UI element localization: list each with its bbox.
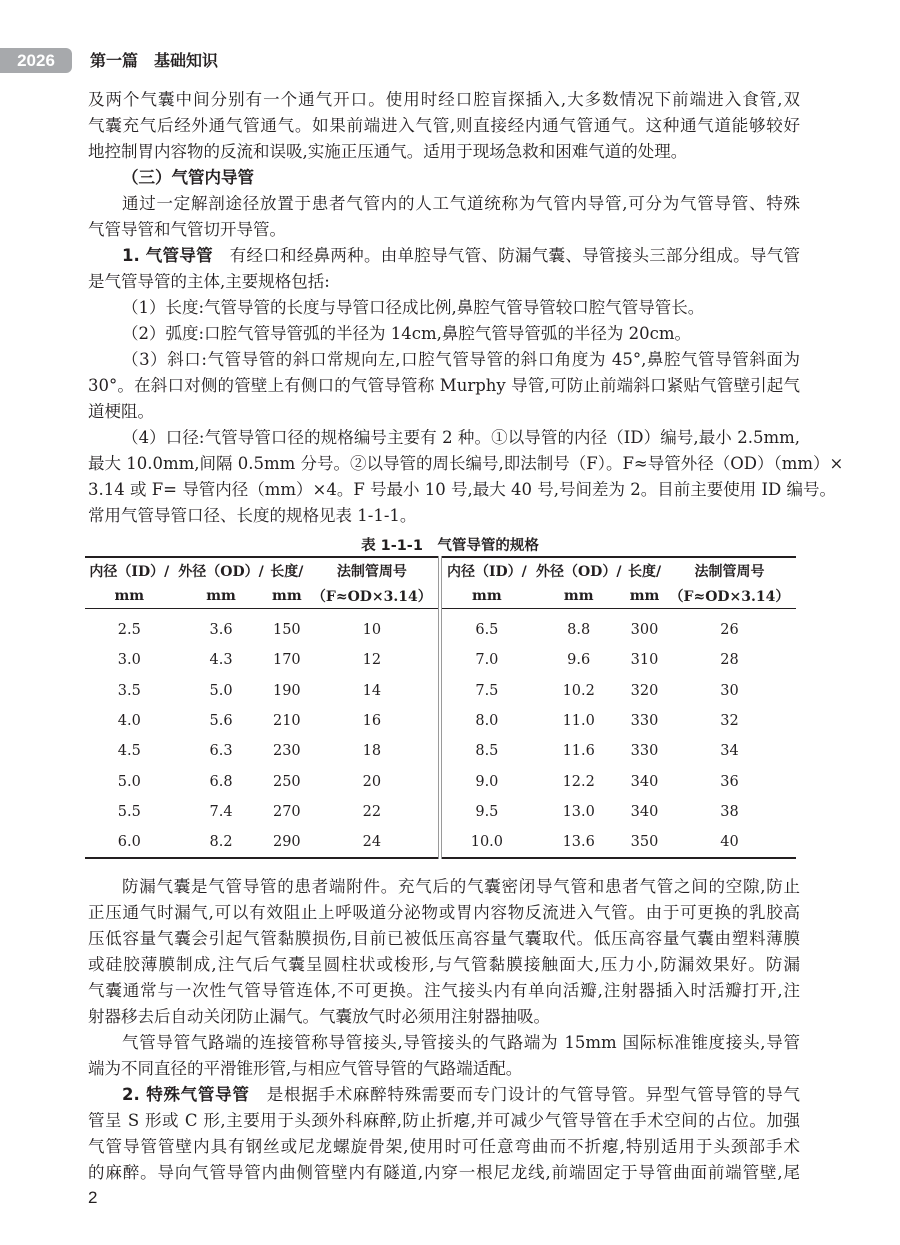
line-text: 的麻醉。导向气管导管内曲侧管壁内有隧道,内穿一根尼龙线,前端固定于导管曲面前端管壁,尾 <box>88 1163 800 1182</box>
text-line <box>88 243 800 269</box>
line-text: 有经口和经鼻两种。由单腔导气管、防漏气囊、导管接头三部分组成。导气管 <box>229 246 800 265</box>
line-text: 气囊通常与一次性气管导管连体,不可更换。注气接头内有单向活瓣,注射器插入时活瓣打开,注 <box>88 981 800 1000</box>
table-cell: 4.5 <box>117 743 141 760</box>
line-text: （3）斜口:气管导管的斜口常规向左,口腔气管导管的斜口角度为 45°,鼻腔气管导管斜面为 <box>122 350 800 369</box>
paragraph <box>88 191 800 243</box>
line-text: 3.14 或 F= 导管内径（mm）×4。F 号最小 10 号,最大 40 号,号间差为 2。目前主要使用 ID 编号。 <box>88 480 836 499</box>
table-cell: 150 <box>272 622 301 639</box>
table-row <box>85 645 796 675</box>
table-cell: 9.0 <box>475 773 499 790</box>
table-header-units-row <box>85 583 796 609</box>
table-cell: 26 <box>720 622 739 639</box>
text-line <box>88 952 800 978</box>
table-cell: 5.0 <box>117 773 141 790</box>
table-cell: 300 <box>630 622 659 639</box>
table-header-cell: mm <box>440 583 531 609</box>
table-cell: 9.6 <box>567 652 591 669</box>
table-cell: 3.6 <box>209 622 233 639</box>
table-cell: 4.3 <box>209 652 233 669</box>
bold-heading: 2. 特殊气管导管 <box>122 1085 267 1104</box>
text-line <box>88 321 800 347</box>
line-text: 通过一定解剖途径放置于患者气管内的人工气道统称为气管内导管,可分为气管导管、特殊 <box>122 194 800 213</box>
table-cell: 250 <box>272 773 301 790</box>
paragraph <box>88 321 800 347</box>
paragraph <box>88 295 800 321</box>
paragraph <box>88 165 800 191</box>
table-cell: 320 <box>630 682 659 699</box>
table-cell: 18 <box>305 736 440 766</box>
text-line <box>88 113 800 139</box>
paragraph <box>88 1030 800 1082</box>
line-text: 地控制胃内容物的反流和误吸,实施正压通气。适用于现场急救和困难气道的处理。 <box>88 142 688 161</box>
table-cell: 13.0 <box>562 803 595 820</box>
line-text: 30°。在斜口对侧的管壁上有侧口的气管导管称 Murphy 导管,可防止前端斜口紧贴气管壁引起气 <box>88 376 800 395</box>
table-caption: 表 1-1-1 气管导管的规格 <box>361 538 539 554</box>
table-cell: 9.5 <box>475 803 499 820</box>
line-text: 管呈 S 形或 C 形,主要用于头颈外科麻醉,防止折瘪,并可减少气管导管在手术空间的占位。加强 <box>88 1111 800 1130</box>
table-cell: 14 <box>305 676 440 706</box>
table-cell: 10.0 <box>470 834 504 851</box>
bold-heading: （三）气管内导管 <box>122 168 254 187</box>
line-text: （4）口径:气管导管口径的规格编号主要有 2 种。①以导管的内径（ID）编号,最小 2.5mm, <box>122 428 800 447</box>
table-cell: 6.3 <box>209 743 233 760</box>
paragraph <box>88 87 800 165</box>
table-cell: 24 <box>305 827 440 858</box>
text-line <box>88 1134 800 1160</box>
text-line <box>88 900 800 926</box>
text-line <box>88 295 800 321</box>
table-header-cell: 外径（OD）/ <box>535 563 622 580</box>
table-row <box>85 706 796 736</box>
table-cell: 40 <box>720 834 739 851</box>
table-cell: 170 <box>272 652 301 669</box>
table-cell: 7.4 <box>209 803 233 820</box>
table-cell: 2.5 <box>117 622 141 639</box>
table-cell: 10.2 <box>562 682 595 699</box>
table-cell: 20 <box>305 766 440 796</box>
text-line <box>88 1056 800 1082</box>
paragraph <box>88 243 800 295</box>
text-line <box>88 503 800 529</box>
text-line <box>88 191 800 217</box>
text-line <box>88 87 800 113</box>
text-line <box>88 373 800 399</box>
table-header-cell: 法制管周号 <box>694 563 765 580</box>
table-row <box>85 827 796 858</box>
table-header-cell: （F≈OD×3.14） <box>663 583 796 609</box>
line-text: 常用气管导管口径、长度的规格见表 1-1-1。 <box>88 506 417 525</box>
line-text: 防漏气囊是气管导管的患者端附件。充气后的气囊密闭导气管和患者气管之间的空隙,防止 <box>122 877 800 896</box>
table-cell: 5.6 <box>209 713 233 730</box>
table-cell: 34 <box>720 743 739 760</box>
table-cell: 36 <box>720 773 739 790</box>
paragraph <box>88 425 844 529</box>
text-line <box>88 926 800 952</box>
table-cell: 7.5 <box>475 682 499 699</box>
table-cell: 5.5 <box>117 803 141 820</box>
line-text: 气管导管管壁内具有钢丝或尼龙螺旋骨架,使用时可任意弯曲而不折瘪,特别适用于头颈部手术 <box>88 1137 800 1156</box>
table-cell: 6.8 <box>209 773 233 790</box>
table-cell: 30 <box>720 682 739 699</box>
text-line <box>88 399 800 425</box>
line-text: 射器移去后自动关闭防止漏气。气囊放气时必须用注射器抽吸。 <box>88 1007 550 1026</box>
body-text-top <box>88 87 844 529</box>
table-header-cell: 长度/ <box>627 563 662 580</box>
table-cell: 8.2 <box>209 834 233 851</box>
table-cell: 28 <box>720 652 739 669</box>
text-line <box>88 874 800 900</box>
paragraph <box>88 874 800 1030</box>
table-header-cell: 长度/ <box>270 563 304 580</box>
table-cell: 12.2 <box>562 773 595 790</box>
line-text: 是气管导管的主体,主要规格包括: <box>88 272 330 291</box>
table-cell: 38 <box>720 803 739 820</box>
line-text: 气管导管和气管切开导管。 <box>88 220 286 239</box>
table-cell: 290 <box>272 834 301 851</box>
table-header-cell: 内径（ID）/ <box>446 563 527 580</box>
bold-heading: 1. 气管导管 <box>122 246 230 265</box>
table-row <box>85 797 796 827</box>
line-text: 气囊充气后经外通气管通气。如果前端进入气管,则直接经内通气管通气。这种通气道能够较好 <box>88 116 800 135</box>
table-cell: 8.5 <box>475 743 499 760</box>
text-line <box>88 1160 800 1186</box>
table-cell: 330 <box>630 743 659 760</box>
part-title: 第一篇 基础知识 <box>90 51 219 70</box>
table-cell: 16 <box>305 706 440 736</box>
table-cell: 13.6 <box>562 834 595 851</box>
table-cell: 5.0 <box>209 682 233 699</box>
table-cell: 12 <box>305 645 440 675</box>
table-cell: 350 <box>630 834 659 851</box>
text-line <box>88 978 800 1004</box>
text-line <box>88 165 800 191</box>
text-line <box>88 1030 800 1056</box>
text-line <box>88 347 800 373</box>
table-cell: 230 <box>272 743 301 760</box>
text-line <box>88 425 800 451</box>
table-header-cell: 外径（OD）/ <box>178 563 264 580</box>
table-cell: 6.0 <box>117 834 141 851</box>
text-line <box>88 269 800 295</box>
table-cell: 3.0 <box>117 652 141 669</box>
line-text: 或硅胶薄膜制成,注气后气囊呈圆柱状或梭形,与气管黏膜接触面大,压力小,防漏效果好。防漏 <box>88 955 800 974</box>
line-text: 端为不同直径的平滑锥形管,与相应气管导管的气路端适配。 <box>88 1059 523 1078</box>
table-cell: 340 <box>630 773 659 790</box>
table-cell: 330 <box>630 713 659 730</box>
table-cell: 11.6 <box>562 743 595 760</box>
table-row <box>85 609 796 646</box>
text-line <box>88 1004 800 1030</box>
line-text: 气管导管气路端的连接管称导管接头,导管接头的气路端为 15mm 国际标准锥度接头,导管 <box>122 1033 800 1052</box>
table-row <box>85 676 796 706</box>
table-row <box>85 766 796 796</box>
text-line <box>88 139 800 165</box>
table-header-cell: mm <box>174 583 269 609</box>
page-number: 2 <box>88 1188 98 1207</box>
line-text: （1）长度:气管导管的长度与导管口径成比例,鼻腔气管导管较口腔气管导管长。 <box>122 298 705 317</box>
table-row <box>85 736 796 766</box>
table-cell: 7.0 <box>475 652 499 669</box>
table-cell: 3.5 <box>117 682 141 699</box>
table-cell: 8.0 <box>475 713 499 730</box>
line-text: 最大 10.0mm,间隔 0.5mm 分号。②以导管的周长编号,即法制号（F）。F≈导管外径（OD）（mm）× <box>88 454 844 473</box>
line-text: 道梗阻。 <box>88 402 154 421</box>
table-cell: 310 <box>630 652 659 669</box>
text-line <box>88 217 800 243</box>
table-cell: 190 <box>272 682 301 699</box>
paragraph <box>88 347 800 425</box>
table-cell: 22 <box>305 797 440 827</box>
table-cell: 210 <box>272 713 301 730</box>
line-text: 及两个气囊中间分别有一个通气开口。使用时经口腔盲探插入,大多数情况下前端进入食管,双 <box>88 90 800 109</box>
table-header-cell: （F≈OD×3.14） <box>305 583 440 609</box>
text-line <box>88 1082 800 1108</box>
line-text: 正压通气时漏气,可以有效阻止上呼吸道分泌物或胃内容物反流进入气管。由于可更换的乳胶高 <box>88 903 800 922</box>
table-cell: 32 <box>720 713 739 730</box>
year-tab: 2026 <box>0 48 72 73</box>
paragraph <box>88 1082 800 1186</box>
table-cell: 11.0 <box>562 713 595 730</box>
table-header-cell: mm <box>85 583 174 609</box>
text-line <box>88 451 844 477</box>
table-header-cell: mm <box>626 583 663 609</box>
table-cell: 270 <box>272 803 301 820</box>
text-line <box>88 477 836 503</box>
line-text: （2）弧度:口腔气管导管弧的半径为 14cm,鼻腔气管导管弧的半径为 20cm。 <box>122 324 692 343</box>
table-cell: 8.8 <box>567 622 591 639</box>
table-header-cell: mm <box>531 583 626 609</box>
table-cell: 10 <box>305 609 440 646</box>
body-text-bottom <box>88 874 800 1186</box>
line-text: 压低容量气囊会引起气管黏膜损伤,目前已被低压高容量气囊取代。低压高容量气囊由塑料薄膜 <box>88 929 800 948</box>
line-text: 是根据手术麻醉特殊需要而专门设计的气管导管。异型气管导管的导气 <box>266 1085 801 1104</box>
table-header-cell: 法制管周号 <box>305 557 440 583</box>
table-cell: 340 <box>630 803 659 820</box>
text-line <box>88 1108 800 1134</box>
spec-table <box>85 556 796 859</box>
table-cell: 6.5 <box>475 622 499 639</box>
table-header-cell: 内径（ID）/ <box>89 563 170 580</box>
table-header-row <box>85 557 796 583</box>
table-header-cell: mm <box>268 583 305 609</box>
table-cell: 4.0 <box>117 713 141 730</box>
